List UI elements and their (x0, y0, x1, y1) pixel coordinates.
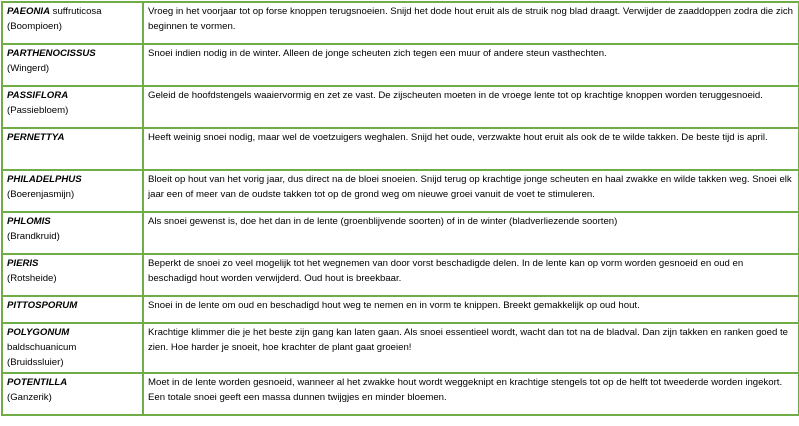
plant-common-name: (Bruidssluier) (7, 357, 64, 368)
plant-latin-name: PIERIS (7, 258, 39, 269)
plant-species-name: suffruticosa (50, 6, 102, 17)
plant-common-name: (Boompioen) (7, 21, 62, 32)
table-row (2, 170, 799, 212)
plant-latin-name: POLYGONUM (7, 327, 70, 338)
plant-latin-name: PASSIFLORA (7, 90, 69, 101)
pruning-instructions-cell: Als snoei gewenst is, doe het dan in de lente (groenblijvende soorten) of in de winter (bladverliezende soorten) (143, 212, 799, 254)
pruning-instructions-cell: Snoei in de lente om oud en beschadigd hout weg te nemen en in vorm te knippen. Breekt gemakkelijk op oud hout. (143, 296, 799, 323)
pruning-instructions-cell: Geleid de hoofdstengels waaiervormig en zet ze vast. De zijscheuten moeten in de vroege lente tot op krachtige knoppen worden teruggesnoeid. (143, 86, 799, 128)
plant-name-cell (2, 86, 143, 128)
plant-latin-name: PITTOSPORUM (7, 300, 78, 311)
plant-common-name: (Brandkruid) (7, 231, 60, 242)
plant-common-name: (Rotsheide) (7, 273, 57, 284)
plant-common-name: (Passiebloem) (7, 105, 69, 116)
pruning-instructions-cell: Vroeg in het voorjaar tot op forse knoppen terugsnoeien. Snijd het dode hout eruit als de struik nog blad draagt. Verwijder de zaaddoppen zodra die zich beginnen te vormen. (143, 2, 799, 44)
plant-name-cell (2, 296, 143, 323)
table-row (2, 373, 799, 415)
table-row (2, 128, 799, 170)
table-row (2, 323, 799, 373)
pruning-instructions-cell: Bloeit op hout van het vorig jaar, dus direct na de bloei snoeien. Snijd terug op krachtige jonge scheuten en haal zwakke en wilde takken weg. Snoei elk jaar een of meer van de oudste takken tot op de grond weg om nieuwe groei vanuit de voet te stimuleren. (143, 170, 799, 212)
plant-name-cell (2, 2, 143, 44)
pruning-table (1, 1, 799, 416)
table-row (2, 44, 799, 86)
plant-name-cell (2, 170, 143, 212)
plant-name-cell (2, 212, 143, 254)
table-row (2, 86, 799, 128)
table-row (2, 296, 799, 323)
plant-latin-name: PARTHENOCISSUS (7, 48, 96, 59)
table-row (2, 254, 799, 296)
pruning-instructions-cell: Krachtige klimmer die je het beste zijn gang kan laten gaan. Als snoei essentieel wordt, wacht dan tot na de bladval. Dan zijn takken en ranken goed te zien. Hoe harder je snoeit, hoe krachter de plant gaat groeien! (143, 323, 799, 373)
pruning-instructions-cell: Snoei indien nodig in de winter. Alleen de jonge scheuten zich tegen een muur of andere steun vasthechten. (143, 44, 799, 86)
plant-latin-name: PHLOMIS (7, 216, 51, 227)
plant-name-cell (2, 373, 143, 415)
plant-latin-name: PAEONIA (7, 6, 50, 17)
plant-common-name: (Wingerd) (7, 63, 50, 74)
table-row (2, 212, 799, 254)
plant-latin-name: POTENTILLA (7, 377, 68, 388)
plant-latin-name: PERNETTYA (7, 132, 65, 143)
plant-species-name: baldschuanicum (7, 342, 77, 353)
pruning-table-body (2, 2, 799, 415)
plant-common-name: (Ganzerik) (7, 392, 52, 403)
table-row (2, 2, 799, 44)
plant-name-cell (2, 254, 143, 296)
plant-name-cell (2, 128, 143, 170)
pruning-instructions-cell: Heeft weinig snoei nodig, maar wel de voetzuigers weghalen. Snijd het oude, verzwakte hout eruit als ook de te wilde takken. De beste tijd is april. (143, 128, 799, 170)
pruning-instructions-cell: Moet in de lente worden gesnoeid, wanneer al het zwakke hout wordt weggeknipt en krachtige stengels tot op de helft tot tweederde worden ingekort. Een totale snoei geeft een massa dunnen twijgjes en minder bloemen. (143, 373, 799, 415)
plant-name-cell (2, 323, 143, 373)
pruning-instructions-cell: Beperkt de snoei zo veel mogelijk tot het wegnemen van door vorst beschadigde delen. In de lente kan op vorm worden gesnoeid en oud en beschadigd hout worden verwijderd. Oud hout is breekbaar. (143, 254, 799, 296)
plant-latin-name: PHILADELPHUS (7, 174, 82, 185)
plant-name-cell (2, 44, 143, 86)
plant-common-name: (Boerenjasmijn) (7, 189, 75, 200)
